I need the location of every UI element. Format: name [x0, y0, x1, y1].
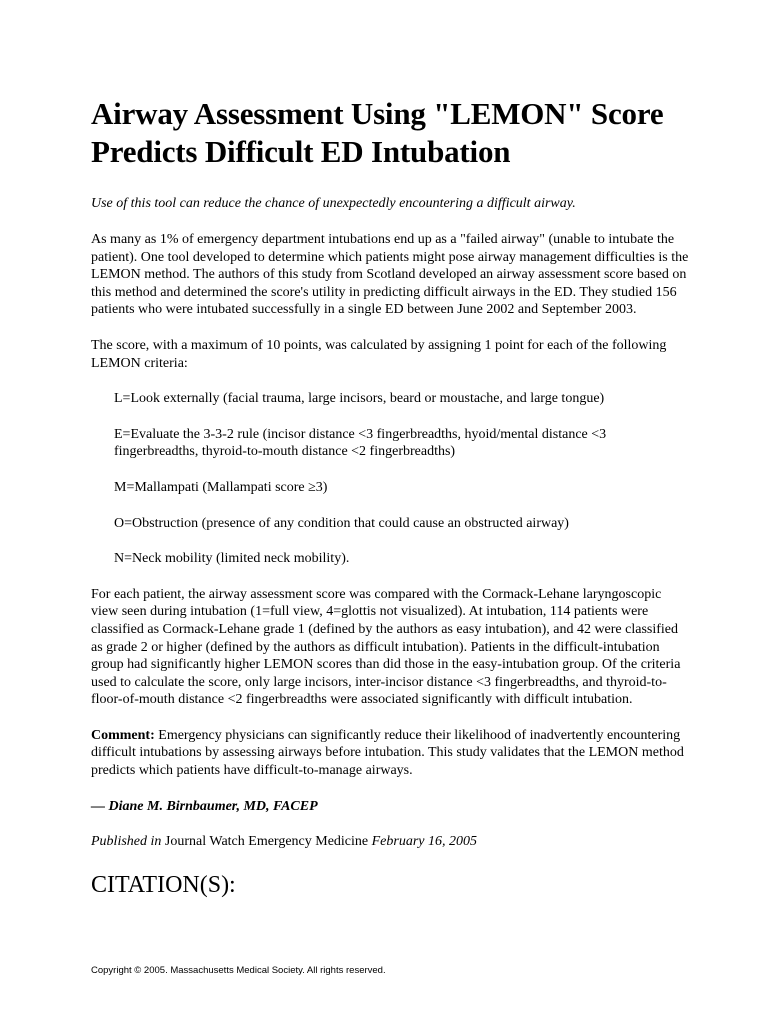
criterion-o: O=Obstruction (presence of any condition that could cause an obstructed airway): [114, 515, 569, 531]
criterion-n: N=Neck mobility (limited neck mobility).: [114, 551, 350, 567]
title-line-1: Airway Assessment Using "LEMON" Score: [91, 96, 664, 131]
title-line-2: Predicts Difficult ED Intubation: [91, 134, 511, 169]
criterion-l: L=Look externally (facial trauma, large incisors, beard or moustache, and large tongue): [114, 391, 605, 407]
article-subtitle: Use of this tool can reduce the chance of unexpectedly encountering a difficult airway.: [91, 196, 576, 211]
journal-name: Journal Watch Emergency Medicine: [161, 834, 372, 850]
published-in-label: Published in: [91, 834, 162, 850]
published-date: February 16, 2005: [371, 834, 478, 850]
criterion-m: M=Mallampati (Mallampati score ≥3): [114, 479, 328, 495]
comment-text: Emergency physicians can significantly reduce their likelihood of inadvertently encountering difficult intubations by assessing airways before intubation. This study validates that the LEMON method predicts which patients have difficult-to-manage airways.: [91, 727, 684, 779]
comment-label: Comment:: [91, 727, 155, 743]
citation-heading: CITATION(S):: [91, 871, 236, 898]
publication-line: [91, 833, 691, 851]
intro-paragraph: As many as 1% of emergency department intubations end up as a "failed airway" (unable to intubate the patient). One tool developed to determine which patients might pose airway management difficulties is the LEMON method. The authors of this study from Scotland developed an airway assessment score based on this method and determined the score's utility in predicting difficult airways in the ED. They studied 156 patients who were intubated successfully in a single ED between June 2002 and September 2003.: [91, 232, 689, 318]
criterion-e: E=Evaluate the 3-3-2 rule (incisor distance <3 fingerbreadths, hyoid/mental distance <3 fingerbreadths, thyroid-to-mouth distance <2 fingerbreadths): [114, 426, 607, 460]
score-paragraph: The score, with a maximum of 10 points, was calculated by assigning 1 point for each of the following LEMON criteria:: [91, 337, 667, 371]
comment-paragraph: [91, 727, 691, 780]
article-title: [91, 95, 691, 171]
copyright-footer: Copyright © 2005. Massachusetts Medical Society. All rights reserved.: [91, 965, 386, 976]
article: [91, 95, 691, 899]
results-paragraph: For each patient, the airway assessment score was compared with the Cormack-Lehane laryngoscopic view seen during intubation (1=full view, 4=glottis not visualized). At intubation, 114 patients were classified as Cormack-Lehane grade 1 (defined by the authors as easy intubation), and 42 were classified as grade 2 or higher (defined by the authors as difficult intubation). Patients in the difficult-intubation group had significantly higher LEMON scores than did those in the easy-intubation group. Of the criteria used to calculate the score, only large incisors, inter-incisor distance <3 fingerbreadths, and thyroid-to-floor-of-mouth distance <2 fingerbreadths were associated significantly with difficult intubation.: [91, 586, 681, 708]
author-byline: — Diane M. Birnbaumer, MD, FACEP: [91, 798, 318, 814]
lemon-criteria-list: [114, 390, 691, 568]
